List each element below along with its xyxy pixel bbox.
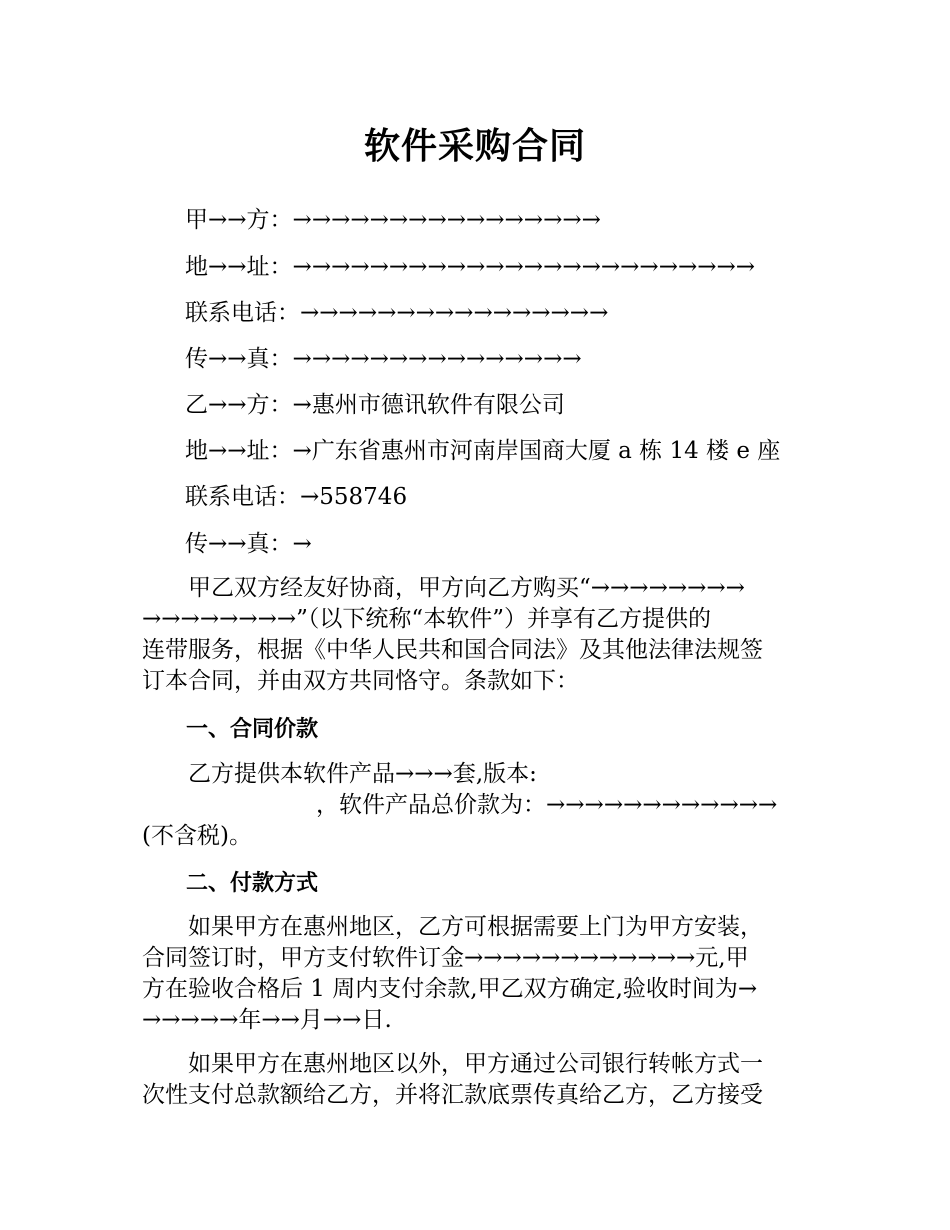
preamble-line: 连带服务，根据《中华人民共和国合同法》及其他法律法规签 — [142, 637, 763, 663]
preamble-paragraph — [142, 573, 810, 697]
payment-line: 合同签订时，甲方支付软件订金→→→→→→→→→→→→元,甲 — [142, 945, 749, 971]
party-b-phone: 联系电话：→558746 — [185, 484, 408, 510]
payment-line: 如果甲方在惠州地区，乙方可根据需要上门为甲方安装， — [188, 914, 763, 940]
party-b-fax: 传→→真：→ — [185, 531, 312, 557]
party-a-fax: 传→→真：→→→→→→→→→→→→→→→ — [185, 346, 582, 372]
party-a-phone: 联系电话：→→→→→→→→→→→→→→→→ — [185, 300, 609, 326]
price-line: (不含税)。 — [142, 823, 252, 849]
price-line: 乙方提供本软件产品→→→套,版本: — [188, 761, 537, 787]
section-heading-price: 一、合同价款 — [186, 717, 319, 742]
preamble-line: 订本合同，并由双方共同恪守。条款如下： — [142, 668, 579, 694]
payment-line: 次性支付总款额给乙方，并将汇款底票传真给乙方，乙方接受 — [142, 1082, 763, 1108]
payment-line: 如果甲方在惠州地区以外，甲方通过公司银行转帐方式一 — [188, 1051, 763, 1077]
price-line: ，软件产品总价款为：→→→→→→→→→→→→ — [316, 792, 778, 818]
payment-paragraph-local — [142, 912, 810, 1036]
payment-line: →→→→→年→→月→→日. — [142, 1007, 392, 1033]
party-a-name: 甲→→方：→→→→→→→→→→→→→→→→ — [185, 207, 601, 233]
party-b-name: 乙→→方：→惠州市德讯软件有限公司 — [185, 392, 565, 418]
preamble-line: →→→→→→→→”（以下统称“本软件”）并享有乙方提供的 — [142, 606, 711, 632]
party-b-address: 地→→址：→广东省惠州市河南岸国商大厦 a 栋 14 楼 e 座 — [185, 438, 781, 464]
payment-line: 方在验收合格后 1 周内支付余款,甲乙双方确定,验收时间为→ — [142, 976, 758, 1002]
section-heading-payment: 二、付款方式 — [186, 871, 319, 896]
preamble-line: 甲乙双方经友好协商，甲方向乙方购买“→→→→→→→→ — [188, 575, 745, 601]
price-paragraph — [142, 759, 810, 852]
document-title: 软件采购合同 — [363, 126, 586, 167]
payment-paragraph-remote — [142, 1049, 810, 1111]
party-a-address: 地→→址：→→→→→→→→→→→→→→→→→→→→→→→→ — [185, 254, 756, 280]
